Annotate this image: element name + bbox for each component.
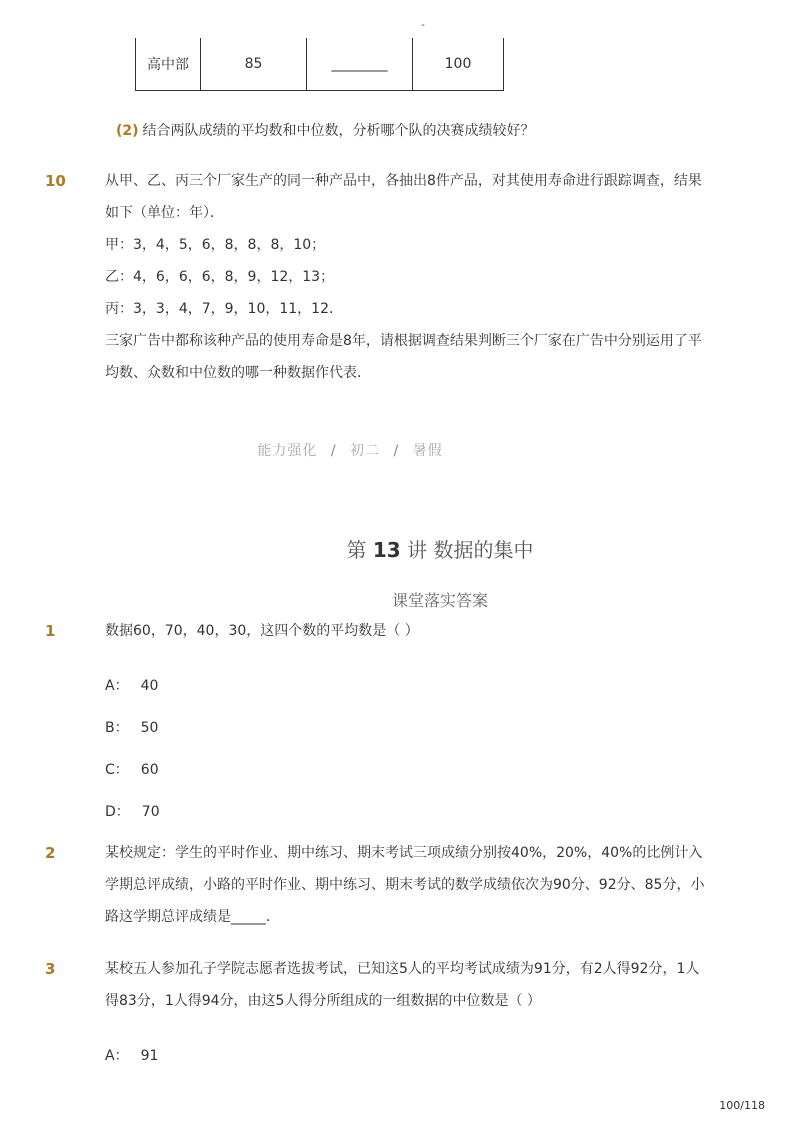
question-line: 均数、众数和中位数的哪一种数据作代表． [105,365,371,381]
breadcrumb-separator: / [393,443,400,459]
question-3-text [105,953,725,1017]
table-cell: 85 [201,38,307,91]
option-label: B： [105,720,129,736]
question-line: 如下（单位：年）． [105,205,224,221]
question-line: 学期总评成绩，小路的平时作业、期中练习、期末考试的数学成绩依次为90分、92分、85分，小 [105,877,705,893]
score-table [135,38,504,91]
table-row [136,38,504,91]
breadcrumb-item: 初二 [350,443,380,459]
question-line: 某校规定：学生的平时作业、期中练习、期末考试三项成绩分别按40%，20%，40%的比例计入 [105,845,703,861]
lesson-suffix: 讲 数据的集中 [407,538,534,562]
question-line: 甲：3，4，5，6，8，8，8，10； [105,237,326,253]
option-d [105,801,160,821]
table-cell: ________ [307,38,413,91]
option-label: A： [105,678,129,694]
sub-question-2 [116,120,535,140]
breadcrumb-item: 能力强化 [257,443,318,459]
question-number: 2 [45,844,56,862]
question-line: 乙：4，6，6，6，8，9，12，13； [105,269,335,285]
table-cell: 高中部 [136,38,201,91]
question-10-text [105,165,725,389]
question-line: 路这学期总评成绩是_____． [105,909,280,925]
option-value: 60 [140,762,159,778]
breadcrumb [0,440,700,460]
page-number: 100/118 [719,1099,765,1112]
option-value: 70 [141,804,160,820]
breadcrumb-item: 暑假 [412,443,443,459]
option-c [105,759,159,779]
lesson-title [0,534,800,563]
question-line: 丙：3，3，4，7，9，10，11，12． [105,301,343,317]
option-value: 40 [140,678,159,694]
top-marker: - [421,18,425,31]
lesson-prefix: 第 [346,538,367,562]
option-value: 50 [140,720,159,736]
option-label: A： [105,1048,129,1064]
option-a [105,1045,158,1065]
sub-question-number: (2) [116,123,139,139]
option-label: D： [105,804,130,820]
option-value: 91 [140,1048,159,1064]
question-2-text [105,837,725,933]
lesson-number: 13 [372,538,401,562]
question-line: 三家广告中都称该种产品的使用寿命是8年，请根据调查结果判断三个厂家在广告中分别运用了平 [105,333,702,349]
option-b [105,717,158,737]
question-number: 10 [45,172,66,190]
question-line: 从甲、乙、丙三个厂家生产的同一种产品中，各抽出8件产品，对其使用寿命进行跟踪调查，结果 [105,173,702,189]
option-a [105,675,158,695]
question-1-text [105,615,725,647]
question-line: 得83分，1人得94分，由这5人得分所组成的一组数据的中位数是（ ） [105,993,541,1009]
breadcrumb-separator: / [330,443,337,459]
question-number: 3 [45,960,56,978]
question-line: 数据60，70，40，30，这四个数的平均数是（ ） [105,623,419,639]
sub-question-text: 结合两队成绩的平均数和中位数，分析哪个队的决赛成绩较好？ [142,123,535,139]
table-cell: 100 [413,38,504,91]
option-label: C： [105,762,129,778]
section-title: 课堂落实答案 [391,591,488,610]
question-line: 某校五人参加孔子学院志愿者选拔考试，已知这5人的平均考试成绩为91分，有2人得92分，1人 [105,961,700,977]
question-number: 1 [45,622,56,640]
